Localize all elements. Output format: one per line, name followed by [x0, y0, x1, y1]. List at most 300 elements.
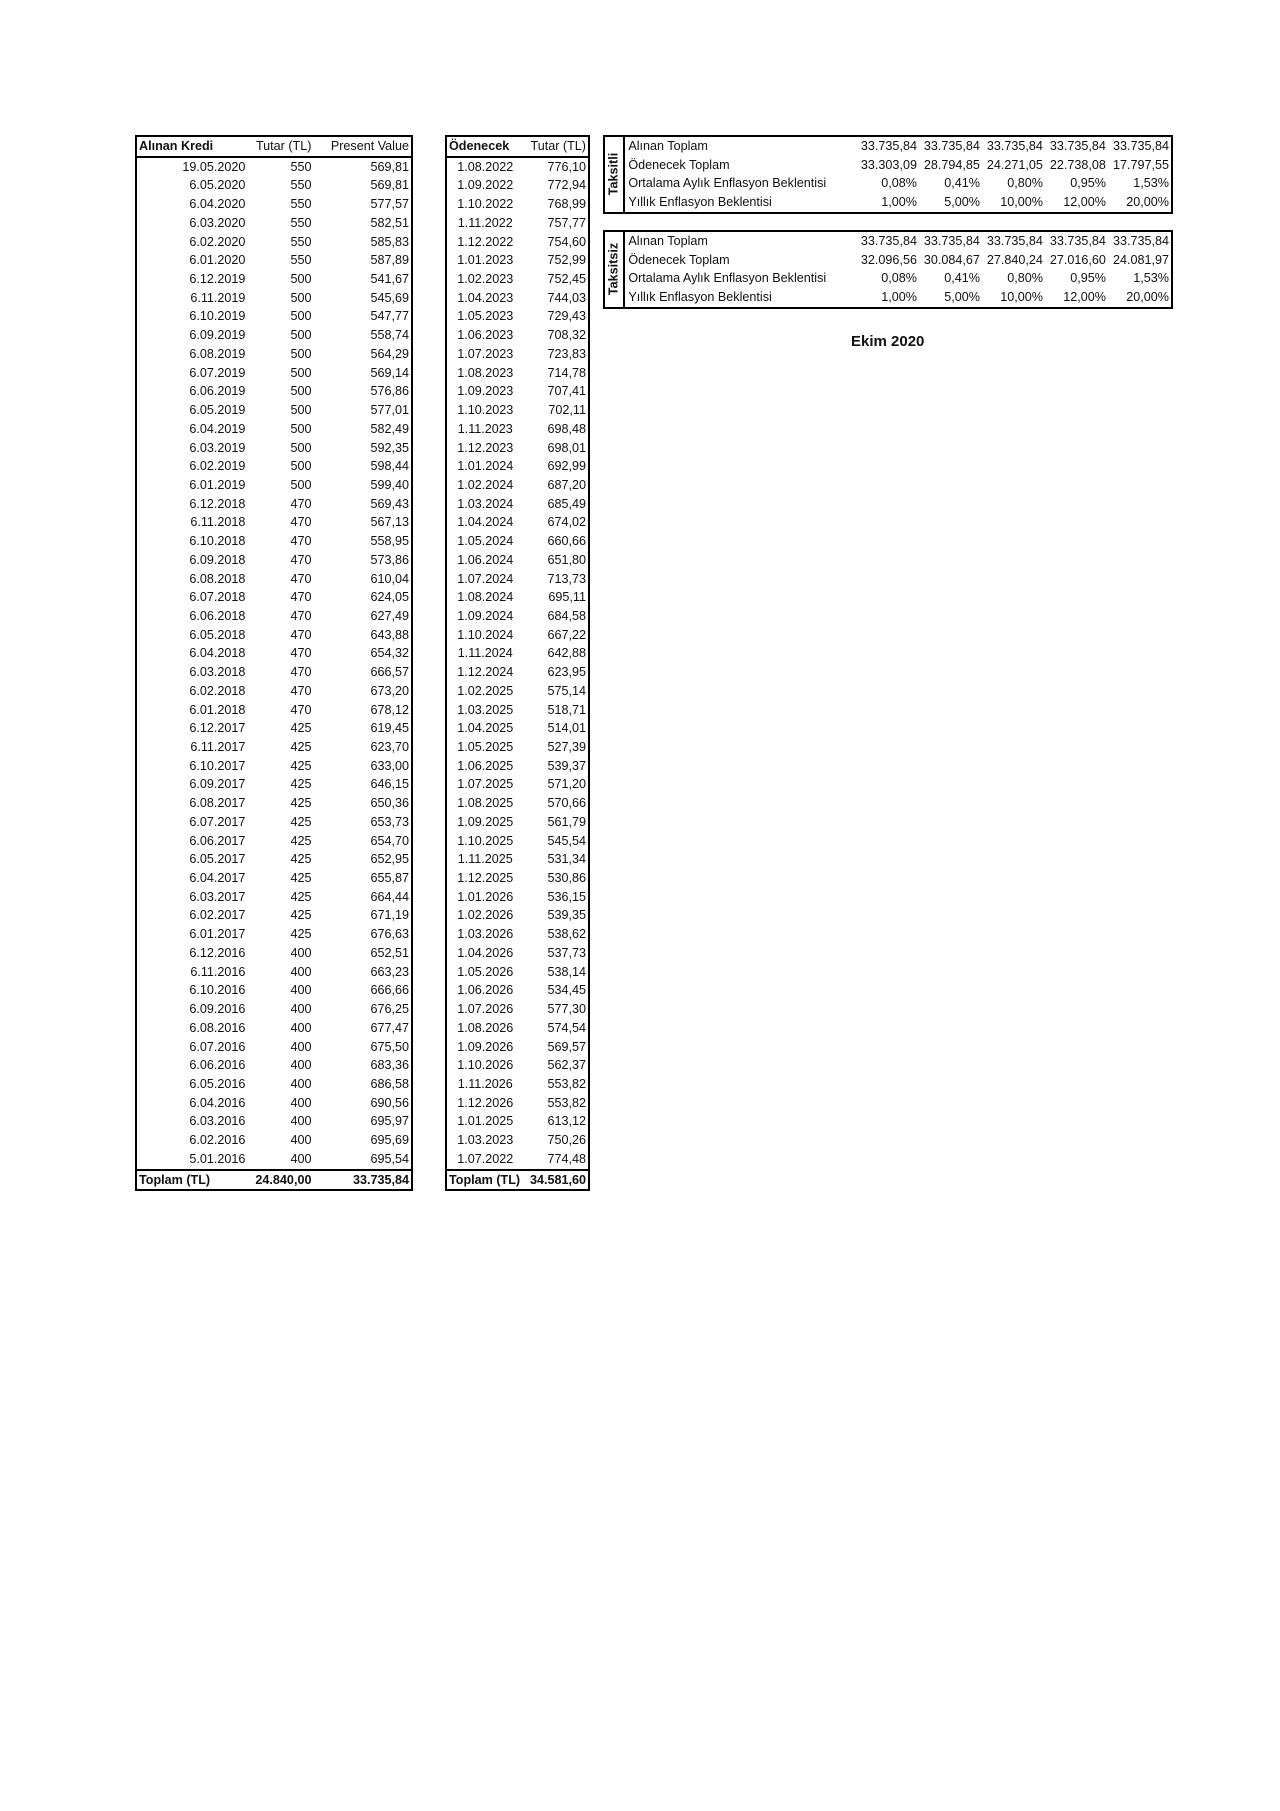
credit-amount-cell: 425 [290, 777, 312, 792]
credit-date-cell: 6.02.2016 [189, 1133, 246, 1148]
payment-date-cell: 1.10.2025 [457, 833, 514, 848]
credit-date-cell: 6.03.2020 [189, 215, 246, 230]
payment-amount-cell: 685,49 [547, 496, 586, 511]
credit-date-cell: 6.06.2017 [189, 833, 246, 848]
credit-date-cell: 6.09.2019 [189, 328, 246, 343]
credit-date-cell: 5.01.2016 [189, 1151, 246, 1166]
credit-present-value-cell: 652,95 [370, 852, 409, 867]
scenario-row [604, 251, 1172, 270]
credit-amount-cell: 470 [290, 608, 312, 623]
scenario-row-label: Alınan Toplam [628, 234, 708, 248]
payment-row [446, 944, 589, 963]
credit-row [136, 401, 412, 420]
credit-present-value-cell: 690,56 [370, 1095, 409, 1110]
credit-present-value-cell: 673,20 [370, 683, 409, 698]
credit-present-value-cell: 650,36 [370, 796, 409, 811]
payment-date-cell: 1.04.2023 [457, 290, 514, 305]
credit-row [136, 981, 412, 1000]
scenario-side-label-cell [604, 136, 624, 213]
credit-amount-cell: 500 [290, 346, 312, 361]
credit-present-value-cell: 610,04 [370, 571, 409, 586]
credit-table-body [136, 136, 412, 1190]
payment-row [446, 195, 589, 214]
credit-present-value-cell: 624,05 [370, 590, 409, 605]
credit-present-value-cell: 663,23 [370, 964, 409, 979]
credit-table [135, 135, 413, 1191]
payment-date-cell: 1.11.2024 [457, 646, 513, 661]
credit-amount-cell: 550 [290, 253, 312, 268]
credit-row [136, 1038, 412, 1057]
credit-amount-cell: 550 [290, 215, 312, 230]
scenario-value-cell: 20,00% [1126, 290, 1169, 305]
credit-amount-cell: 425 [290, 796, 312, 811]
payment-date-cell: 1.08.2025 [457, 796, 514, 811]
payment-date-cell: 1.06.2026 [457, 983, 514, 998]
scenario-value-cell: 20,00% [1126, 195, 1169, 210]
credit-row [136, 551, 412, 570]
payment-row [446, 719, 589, 738]
payment-amount-cell: 698,48 [547, 421, 586, 436]
scenario-value-cell: 33.735,84 [1112, 139, 1169, 153]
credit-row [136, 682, 412, 701]
payment-row [446, 345, 589, 364]
credit-date-cell: 6.09.2017 [189, 777, 246, 792]
credit-amount-cell: 470 [290, 702, 312, 717]
payment-amount-cell: 708,32 [547, 328, 586, 343]
scenario-value-cell: 33.735,84 [860, 234, 917, 248]
payment-amount-cell: 729,43 [547, 309, 586, 324]
credit-present-value-cell: 582,49 [370, 421, 409, 436]
payment-amount-cell: 562,37 [547, 1058, 586, 1073]
payment-date-cell: 1.09.2022 [457, 178, 514, 193]
payment-date-cell: 1.07.2025 [457, 777, 514, 792]
payment-amount-cell: 674,02 [547, 515, 586, 530]
credit-row [136, 888, 412, 907]
payment-date-cell: 1.12.2022 [457, 234, 514, 249]
scenario-value-cell: 12,00% [1063, 290, 1106, 305]
payment-amount-cell: 768,99 [547, 197, 586, 212]
credit-amount-cell: 470 [290, 515, 312, 530]
payment-row [446, 176, 589, 195]
payment-amount-cell: 530,86 [547, 871, 586, 886]
credit-amount-cell: 400 [290, 1039, 312, 1054]
credit-amount-cell: 500 [290, 384, 312, 399]
credit-row [136, 195, 412, 214]
credit-date-cell: 6.12.2016 [189, 945, 246, 960]
credit-row [136, 1131, 412, 1150]
payment-amount-cell: 527,39 [547, 740, 586, 754]
credit-amount-cell: 425 [290, 740, 312, 754]
payment-date-cell: 1.03.2024 [457, 496, 514, 511]
scenario-row-label: Ortalama Aylık Enflasyon Beklentisi [628, 271, 827, 286]
payment-row [446, 551, 589, 570]
credit-row [136, 157, 412, 177]
credit-row [136, 644, 412, 663]
payment-table [445, 135, 590, 1191]
credit-total-present-value: 33.735,84 [319, 1170, 412, 1191]
scenario-row [604, 174, 1172, 193]
payment-amount-cell: 553,82 [547, 1095, 586, 1110]
scenario-table-taksitsiz [603, 230, 1173, 309]
credit-date-cell: 6.05.2020 [189, 178, 246, 193]
payment-row [446, 1112, 589, 1131]
scenario-row [604, 231, 1172, 251]
credit-date-cell: 6.01.2017 [189, 927, 246, 942]
credit-row [136, 813, 412, 832]
credit-present-value-cell: 666,57 [370, 665, 409, 680]
credit-amount-cell: 400 [290, 1133, 312, 1148]
scenario-value-cell: 0,95% [1070, 271, 1106, 286]
credit-header-row [136, 136, 412, 157]
credit-present-value-cell: 686,58 [370, 1076, 409, 1091]
payment-amount-cell: 752,45 [547, 272, 586, 287]
payment-table-body [446, 136, 589, 1190]
credit-date-cell: 6.03.2019 [189, 440, 246, 455]
credit-date-cell: 6.11.2018 [190, 515, 246, 530]
credit-row [136, 832, 412, 851]
payment-row [446, 1150, 589, 1170]
credit-date-cell: 6.04.2018 [189, 646, 246, 661]
credit-amount-cell: 470 [290, 683, 312, 698]
credit-date-cell: 6.10.2016 [189, 983, 246, 998]
credit-present-value-cell: 654,70 [370, 833, 409, 848]
payment-date-cell: 1.11.2023 [457, 421, 513, 436]
payment-row [446, 513, 589, 532]
credit-amount-cell: 470 [290, 571, 312, 586]
credit-present-value-cell: 627,49 [370, 608, 409, 623]
credit-present-value-cell: 695,54 [370, 1151, 409, 1166]
credit-amount-cell: 470 [290, 665, 312, 680]
scenario-value-cell: 0,95% [1070, 176, 1106, 191]
credit-header-date: Alınan Kredi [136, 136, 253, 157]
credit-present-value-cell: 633,00 [370, 758, 409, 773]
credit-row [136, 1000, 412, 1019]
credit-present-value-cell: 587,89 [370, 253, 409, 268]
credit-present-value-cell: 585,83 [370, 234, 409, 249]
credit-date-cell: 6.08.2018 [189, 571, 246, 586]
credit-date-cell: 6.07.2017 [189, 814, 246, 829]
payment-date-cell: 1.09.2024 [457, 608, 514, 623]
credit-amount-cell: 425 [290, 833, 312, 848]
scenario-row-label: Ödenecek Toplam [628, 157, 730, 172]
payment-date-cell: 1.01.2025 [457, 1114, 514, 1129]
payment-date-cell: 1.03.2026 [457, 927, 514, 942]
payment-date-cell: 1.01.2023 [457, 253, 514, 268]
credit-amount-cell: 400 [290, 964, 312, 979]
credit-date-cell: 6.11.2016 [190, 964, 246, 979]
payment-amount-cell: 651,80 [547, 552, 586, 567]
payment-row [446, 701, 589, 720]
payment-row [446, 906, 589, 925]
payment-amount-cell: 750,26 [547, 1133, 586, 1148]
credit-row [136, 738, 412, 757]
scenario-row [604, 193, 1172, 213]
credit-amount-cell: 425 [290, 721, 312, 736]
credit-date-cell: 6.01.2018 [189, 702, 246, 717]
scenario-value-cell: 33.735,84 [1112, 234, 1169, 248]
credit-amount-cell: 400 [290, 1002, 312, 1017]
credit-present-value-cell: 666,66 [370, 983, 409, 998]
payment-row [446, 607, 589, 626]
payment-date-cell: 1.09.2026 [457, 1039, 514, 1054]
credit-row [136, 345, 412, 364]
credit-amount-cell: 470 [290, 590, 312, 605]
payment-amount-cell: 723,83 [547, 346, 586, 361]
scenario-value-cell: 0,08% [881, 271, 917, 286]
scenario-body [604, 231, 1172, 308]
payment-row [446, 1131, 589, 1150]
payment-amount-cell: 687,20 [547, 477, 586, 492]
credit-row [136, 251, 412, 270]
credit-amount-cell: 400 [290, 1058, 312, 1073]
payment-row [446, 888, 589, 907]
scenario-value-cell: 33.735,84 [923, 234, 980, 248]
credit-date-cell: 6.06.2016 [189, 1058, 246, 1073]
payment-date-cell: 1.12.2023 [457, 440, 514, 455]
payment-amount-cell: 539,35 [547, 908, 586, 923]
scenario-value-cell: 10,00% [1000, 290, 1043, 305]
payment-date-cell: 1.07.2022 [457, 1151, 514, 1166]
payment-date-cell: 1.11.2025 [457, 852, 513, 867]
payment-date-cell: 1.02.2025 [457, 683, 514, 698]
payment-date-cell: 1.05.2024 [457, 534, 514, 549]
credit-present-value-cell: 547,77 [370, 309, 409, 324]
payment-row [446, 439, 589, 458]
payment-amount-cell: 707,41 [547, 384, 586, 399]
scenario-row [604, 288, 1172, 308]
credit-amount-cell: 400 [290, 1114, 312, 1129]
credit-present-value-cell: 655,87 [370, 871, 409, 886]
credit-present-value-cell: 695,97 [370, 1114, 409, 1129]
credit-present-value-cell: 577,57 [370, 197, 409, 212]
payment-amount-cell: 660,66 [547, 534, 586, 549]
payment-row [446, 420, 589, 439]
payment-amount-cell: 774,48 [547, 1151, 586, 1166]
credit-amount-cell: 425 [290, 758, 312, 773]
scenario-row-label: Alınan Toplam [628, 139, 708, 153]
credit-date-cell: 6.10.2017 [189, 758, 246, 773]
payment-amount-cell: 692,99 [547, 459, 586, 474]
payment-amount-cell: 518,71 [547, 702, 586, 717]
credit-date-cell: 6.12.2019 [189, 272, 246, 287]
credit-present-value-cell: 646,15 [370, 777, 409, 792]
payment-amount-cell: 539,37 [547, 758, 586, 773]
payment-date-cell: 1.04.2026 [457, 945, 514, 960]
payment-date-cell: 1.05.2023 [457, 309, 514, 324]
credit-date-cell: 6.04.2019 [189, 421, 246, 436]
credit-amount-cell: 470 [290, 627, 312, 642]
payment-amount-cell: 571,20 [547, 777, 586, 792]
credit-present-value-cell: 582,51 [370, 215, 409, 230]
credit-amount-cell: 425 [290, 871, 312, 886]
payment-date-cell: 1.10.2024 [457, 627, 514, 642]
credit-row [136, 1019, 412, 1038]
credit-present-value-cell: 541,67 [370, 272, 409, 287]
payment-row [446, 270, 589, 289]
payment-date-cell: 1.08.2022 [457, 159, 514, 174]
credit-date-cell: 6.07.2019 [189, 365, 246, 380]
credit-row [136, 963, 412, 982]
credit-date-cell: 6.10.2019 [189, 309, 246, 324]
payment-amount-cell: 776,10 [547, 159, 586, 174]
credit-present-value-cell: 643,88 [370, 627, 409, 642]
payment-date-cell: 1.04.2024 [457, 515, 514, 530]
credit-present-value-cell: 653,73 [370, 814, 409, 829]
payment-total-row [446, 1170, 589, 1191]
payment-total-label: Toplam (TL) [446, 1170, 524, 1191]
credit-date-cell: 6.01.2019 [189, 477, 246, 492]
credit-amount-cell: 425 [290, 852, 312, 867]
credit-row [136, 289, 412, 308]
credit-amount-cell: 400 [290, 1151, 312, 1166]
credit-row [136, 214, 412, 233]
scenario-value-cell: 33.735,84 [923, 139, 980, 153]
credit-present-value-cell: 569,81 [370, 159, 409, 174]
payment-total-amount: 34.581,60 [524, 1170, 589, 1191]
payment-row [446, 1094, 589, 1113]
credit-present-value-cell: 569,43 [370, 496, 409, 511]
credit-amount-cell: 500 [290, 290, 312, 305]
credit-present-value-cell: 545,69 [370, 290, 409, 305]
credit-row [136, 364, 412, 383]
payment-row [446, 289, 589, 308]
credit-amount-cell: 500 [290, 403, 312, 418]
credit-row [136, 420, 412, 439]
credit-present-value-cell: 677,47 [370, 1020, 409, 1035]
payment-amount-cell: 613,12 [547, 1114, 586, 1129]
credit-row [136, 607, 412, 626]
payment-row [446, 682, 589, 701]
credit-date-cell: 6.08.2017 [189, 796, 246, 811]
credit-row [136, 757, 412, 776]
credit-amount-cell: 550 [290, 159, 312, 174]
payment-row [446, 570, 589, 589]
scenario-value-cell: 30.084,67 [923, 252, 980, 267]
credit-amount-cell: 400 [290, 1095, 312, 1110]
scenario-row-label: Yıllık Enflasyon Beklentisi [628, 195, 772, 210]
credit-row [136, 850, 412, 869]
payment-date-cell: 1.10.2023 [457, 403, 514, 418]
payment-row [446, 1019, 589, 1038]
credit-date-cell: 6.08.2019 [189, 346, 246, 361]
payment-date-cell: 1.07.2026 [457, 1002, 514, 1017]
credit-row [136, 513, 412, 532]
payment-row [446, 251, 589, 270]
payment-amount-cell: 569,57 [547, 1039, 586, 1054]
scenario-value-cell: 33.735,84 [1049, 234, 1106, 248]
credit-present-value-cell: 569,14 [370, 365, 409, 380]
credit-date-cell: 6.04.2020 [189, 197, 246, 212]
payment-row [446, 775, 589, 794]
payment-amount-cell: 695,11 [548, 590, 586, 605]
payment-row [446, 757, 589, 776]
credit-date-cell: 6.02.2019 [189, 459, 246, 474]
payment-date-cell: 1.08.2026 [457, 1020, 514, 1035]
payment-date-cell: 1.12.2024 [457, 665, 514, 680]
scenario-value-cell: 0,41% [944, 176, 980, 191]
credit-date-cell: 19.05.2020 [182, 159, 246, 174]
credit-present-value-cell: 619,45 [370, 721, 409, 736]
credit-date-cell: 6.09.2016 [189, 1002, 246, 1017]
payment-date-cell: 1.06.2024 [457, 552, 514, 567]
payment-date-cell: 1.10.2026 [457, 1058, 514, 1073]
credit-present-value-cell: 567,13 [370, 515, 409, 530]
payment-header-amount: Tutar (TL) [524, 136, 589, 157]
credit-row [136, 233, 412, 252]
payment-date-cell: 1.11.2022 [457, 215, 513, 230]
credit-row [136, 869, 412, 888]
payment-amount-cell: 667,22 [547, 627, 586, 642]
payment-amount-cell: 714,78 [547, 365, 586, 380]
payment-amount-cell: 536,15 [547, 889, 586, 904]
payment-row [446, 832, 589, 851]
payment-date-cell: 1.03.2023 [457, 1133, 514, 1148]
credit-date-cell: 6.06.2019 [189, 384, 246, 399]
scenario-value-cell: 0,80% [1007, 271, 1043, 286]
scenario-side-label-cell [604, 231, 624, 308]
payment-date-cell: 1.04.2025 [457, 721, 514, 736]
payment-amount-cell: 561,79 [547, 814, 586, 829]
credit-amount-cell: 500 [290, 272, 312, 287]
scenario-value-cell: 24.271,05 [986, 157, 1043, 172]
scenario-value-cell: 5,00% [944, 195, 980, 210]
credit-row [136, 944, 412, 963]
payment-date-cell: 1.12.2025 [457, 871, 514, 886]
credit-present-value-cell: 577,01 [370, 403, 409, 418]
credit-date-cell: 6.03.2017 [189, 889, 246, 904]
credit-present-value-cell: 564,29 [370, 346, 409, 361]
credit-amount-cell: 500 [290, 477, 312, 492]
payment-amount-cell: 514,01 [547, 721, 586, 736]
credit-present-value-cell: 671,19 [370, 908, 409, 923]
credit-row [136, 925, 412, 944]
scenario-row [604, 136, 1172, 156]
credit-present-value-cell: 652,51 [370, 945, 409, 960]
payment-row [446, 963, 589, 982]
payment-row [446, 233, 589, 252]
payment-date-cell: 1.09.2025 [457, 814, 514, 829]
credit-date-cell: 6.03.2016 [189, 1114, 246, 1129]
scenario-value-cell: 17.797,55 [1112, 157, 1169, 172]
credit-present-value-cell: 573,86 [370, 552, 409, 567]
credit-row [136, 1150, 412, 1170]
payment-amount-cell: 684,58 [547, 608, 586, 623]
payment-row [446, 738, 589, 757]
payment-date-cell: 1.07.2023 [457, 346, 514, 361]
credit-amount-cell: 425 [290, 814, 312, 829]
payment-date-cell: 1.02.2024 [457, 477, 514, 492]
credit-row [136, 532, 412, 551]
payment-row [446, 1056, 589, 1075]
payment-row [446, 588, 589, 607]
payment-amount-cell: 537,73 [547, 945, 586, 960]
credit-present-value-cell: 558,95 [370, 534, 409, 549]
credit-row [136, 663, 412, 682]
scenario-value-cell: 33.735,84 [986, 139, 1043, 153]
payment-amount-cell: 545,54 [547, 833, 586, 848]
payment-row [446, 1000, 589, 1019]
payment-row [446, 307, 589, 326]
credit-amount-cell: 400 [290, 1020, 312, 1035]
credit-date-cell: 6.06.2018 [189, 608, 246, 623]
payment-amount-cell: 553,82 [547, 1076, 586, 1091]
credit-row [136, 719, 412, 738]
credit-amount-cell: 550 [290, 178, 312, 193]
payment-row [446, 981, 589, 1000]
payment-row [446, 495, 589, 514]
credit-row [136, 626, 412, 645]
scenario-value-cell: 0,08% [881, 176, 917, 191]
